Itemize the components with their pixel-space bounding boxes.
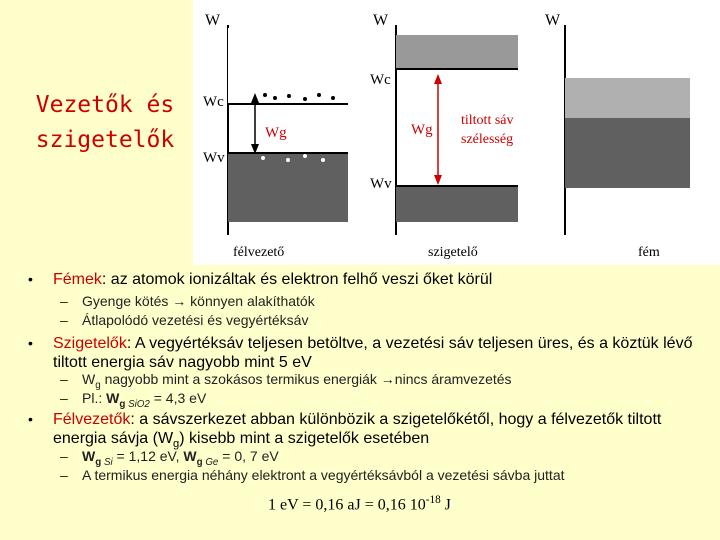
band-diagram xyxy=(193,0,720,265)
electron xyxy=(317,93,321,97)
title-line-1: Vezetők és xyxy=(35,92,175,118)
band-line-wv-2 xyxy=(396,185,518,187)
conduction-band-2 xyxy=(396,35,518,70)
w-label-2: W xyxy=(373,12,389,29)
electron xyxy=(273,96,277,100)
text-semiconductors: : a sávszerkezet abban különbözik a szigetelőkétől, hogy a félvezetők tiltott energia sávja (W xyxy=(53,411,662,447)
sub-semiconductors-1: – $W_{g Si} = 1,12$ eV, $W_{g Ge} = 0$, 7 eV xyxy=(60,448,279,468)
sub-semiconductors-2: – A termikus energia néhány elektront a vegyértéksávból a vezetési sávba juttat xyxy=(60,467,565,483)
unit-conversion-footer: 1 eV = 0,16 aJ = 0,16 $10^{-18}$ J xyxy=(268,494,451,514)
panel-label-insulator: szigetelő xyxy=(428,245,478,260)
wv-label-1: Wv xyxy=(203,150,225,166)
sub-metals-2: – Átlapolódó vezetési és vegyértéksáv xyxy=(60,312,309,328)
sub-metals-1: – Gyenge kötés → könnyen alakíthatók xyxy=(60,293,315,309)
band-gap-note-line-1: tiltott sáv xyxy=(461,113,514,128)
hole xyxy=(261,156,265,160)
hole xyxy=(303,154,307,158)
wg-label-1: Wg xyxy=(265,125,287,141)
term-metals: Fémek xyxy=(53,271,102,288)
w-label-3: W xyxy=(545,12,561,29)
term-insulators: Szigetelők xyxy=(53,335,127,352)
title-line-2: szigetelők xyxy=(35,127,175,153)
wv-label-2: Wv xyxy=(370,176,392,192)
term-semiconductors: Félvezetők xyxy=(53,411,131,428)
band-line-wc-1 xyxy=(228,103,348,105)
panel-label-metal: fém xyxy=(638,245,660,260)
slide-title xyxy=(20,88,190,158)
valence-band-3 xyxy=(565,118,690,188)
band-gap-note-line-2: szélesség xyxy=(461,132,514,147)
panel-label-semiconductor: félvezető xyxy=(233,245,285,260)
sub-insulators-1: – $W_g$ nagyobb mint a szokásos termikus energiák →nincs áramvezetés xyxy=(60,371,512,391)
band-line-wc-2 xyxy=(396,68,518,70)
hole xyxy=(286,158,290,162)
electron xyxy=(331,96,335,100)
wc-label-1: Wc xyxy=(203,94,224,110)
text-insulators: : A vegyértéksáv teljesen betöltve, a vezetési sáv teljesen üres, és a köztük lévő tiltott energia sáv nagyobb mint 5 eV xyxy=(53,335,693,371)
text-metals: : az atomok ionizáltak és elektron felhő veszi őket körül xyxy=(101,271,493,288)
valence-band-1 xyxy=(228,152,348,222)
hole xyxy=(321,158,325,162)
electron xyxy=(287,94,291,98)
wg-label-2: Wg xyxy=(411,122,433,138)
electron xyxy=(303,97,307,101)
w-label-1: W xyxy=(205,12,221,29)
band-empty-1 xyxy=(228,28,348,103)
band-line-wv-1 xyxy=(228,152,348,154)
wc-label-2: Wc xyxy=(370,72,391,88)
sub-insulators-2: – Pl.: $W_{g SiO2} = 4,3$ eV xyxy=(60,390,207,410)
valence-band-2 xyxy=(396,185,518,222)
electron xyxy=(263,93,267,97)
conduction-band-3 xyxy=(565,78,690,120)
